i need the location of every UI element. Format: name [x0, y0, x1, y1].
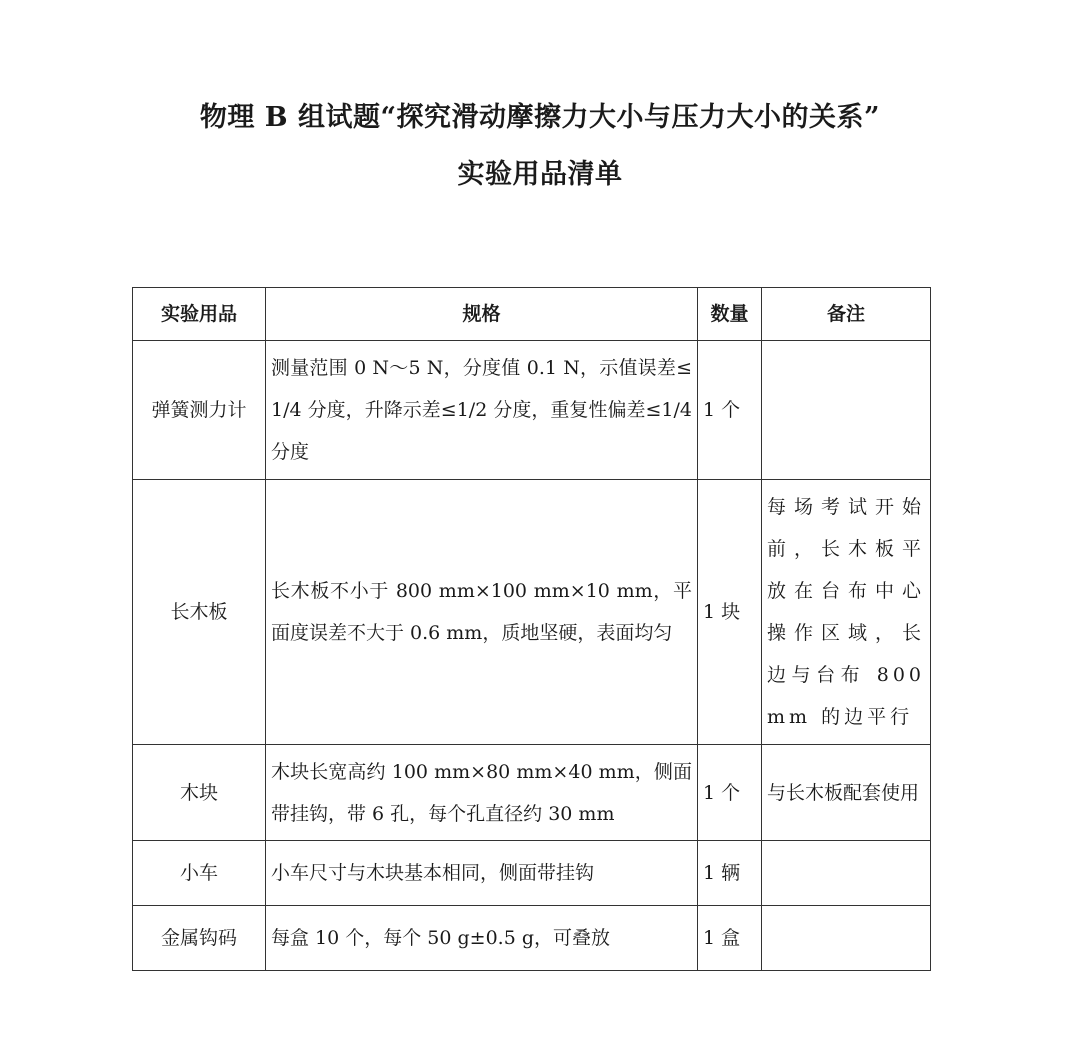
cell-note — [762, 341, 931, 480]
table-row — [133, 745, 931, 841]
cell-spec: 每盒 10 个，每个 50 g±0.5 g，可叠放 — [266, 906, 698, 971]
table-row — [133, 341, 931, 480]
cell-item: 木块 — [133, 745, 266, 841]
cell-spec: 木块长宽高约 100 mm×80 mm×40 mm，侧面带挂钩，带 6 孔，每个孔直径约 30 mm — [266, 745, 698, 841]
cell-qty: 1 辆 — [698, 841, 762, 906]
cell-qty: 1 个 — [698, 341, 762, 480]
table-header-row — [133, 288, 931, 341]
cell-qty: 1 个 — [698, 745, 762, 841]
cell-item: 弹簧测力计 — [133, 341, 266, 480]
cell-spec: 测量范围 0 N～5 N，分度值 0.1 N，示值误差≤1/4 分度，升降示差≤1/2 分度，重复性偏差≤1/4 分度 — [266, 341, 698, 480]
cell-spec: 长木板不小于 800 mm×100 mm×10 mm，平面度误差不大于 0.6 mm，质地坚硬，表面均匀 — [266, 480, 698, 745]
document-title: 物理 B 组试题“探究滑动摩擦力大小与压力大小的关系” — [199, 102, 881, 133]
header-spec: 规格 — [266, 288, 698, 341]
table-row — [133, 906, 931, 971]
cell-item: 小车 — [133, 841, 266, 906]
table-row — [133, 480, 931, 745]
header-qty: 数量 — [698, 288, 762, 341]
cell-item: 长木板 — [133, 480, 266, 745]
equipment-table — [132, 287, 931, 971]
cell-item: 金属钩码 — [133, 906, 266, 971]
document-subtitle: 实验用品清单 — [457, 159, 623, 190]
cell-note — [762, 906, 931, 971]
header-note: 备注 — [762, 288, 931, 341]
cell-note: 与长木板配套使用 — [762, 745, 931, 841]
cell-note: 每场考试开始前，长木板平放在台布中心操作区域，长边与台布 800 mm 的边平行 — [762, 480, 931, 745]
table-row — [133, 841, 931, 906]
cell-note — [762, 841, 931, 906]
cell-qty: 1 块 — [698, 480, 762, 745]
cell-spec: 小车尺寸与木块基本相同，侧面带挂钩 — [266, 841, 698, 906]
cell-qty: 1 盒 — [698, 906, 762, 971]
header-item: 实验用品 — [133, 288, 266, 341]
